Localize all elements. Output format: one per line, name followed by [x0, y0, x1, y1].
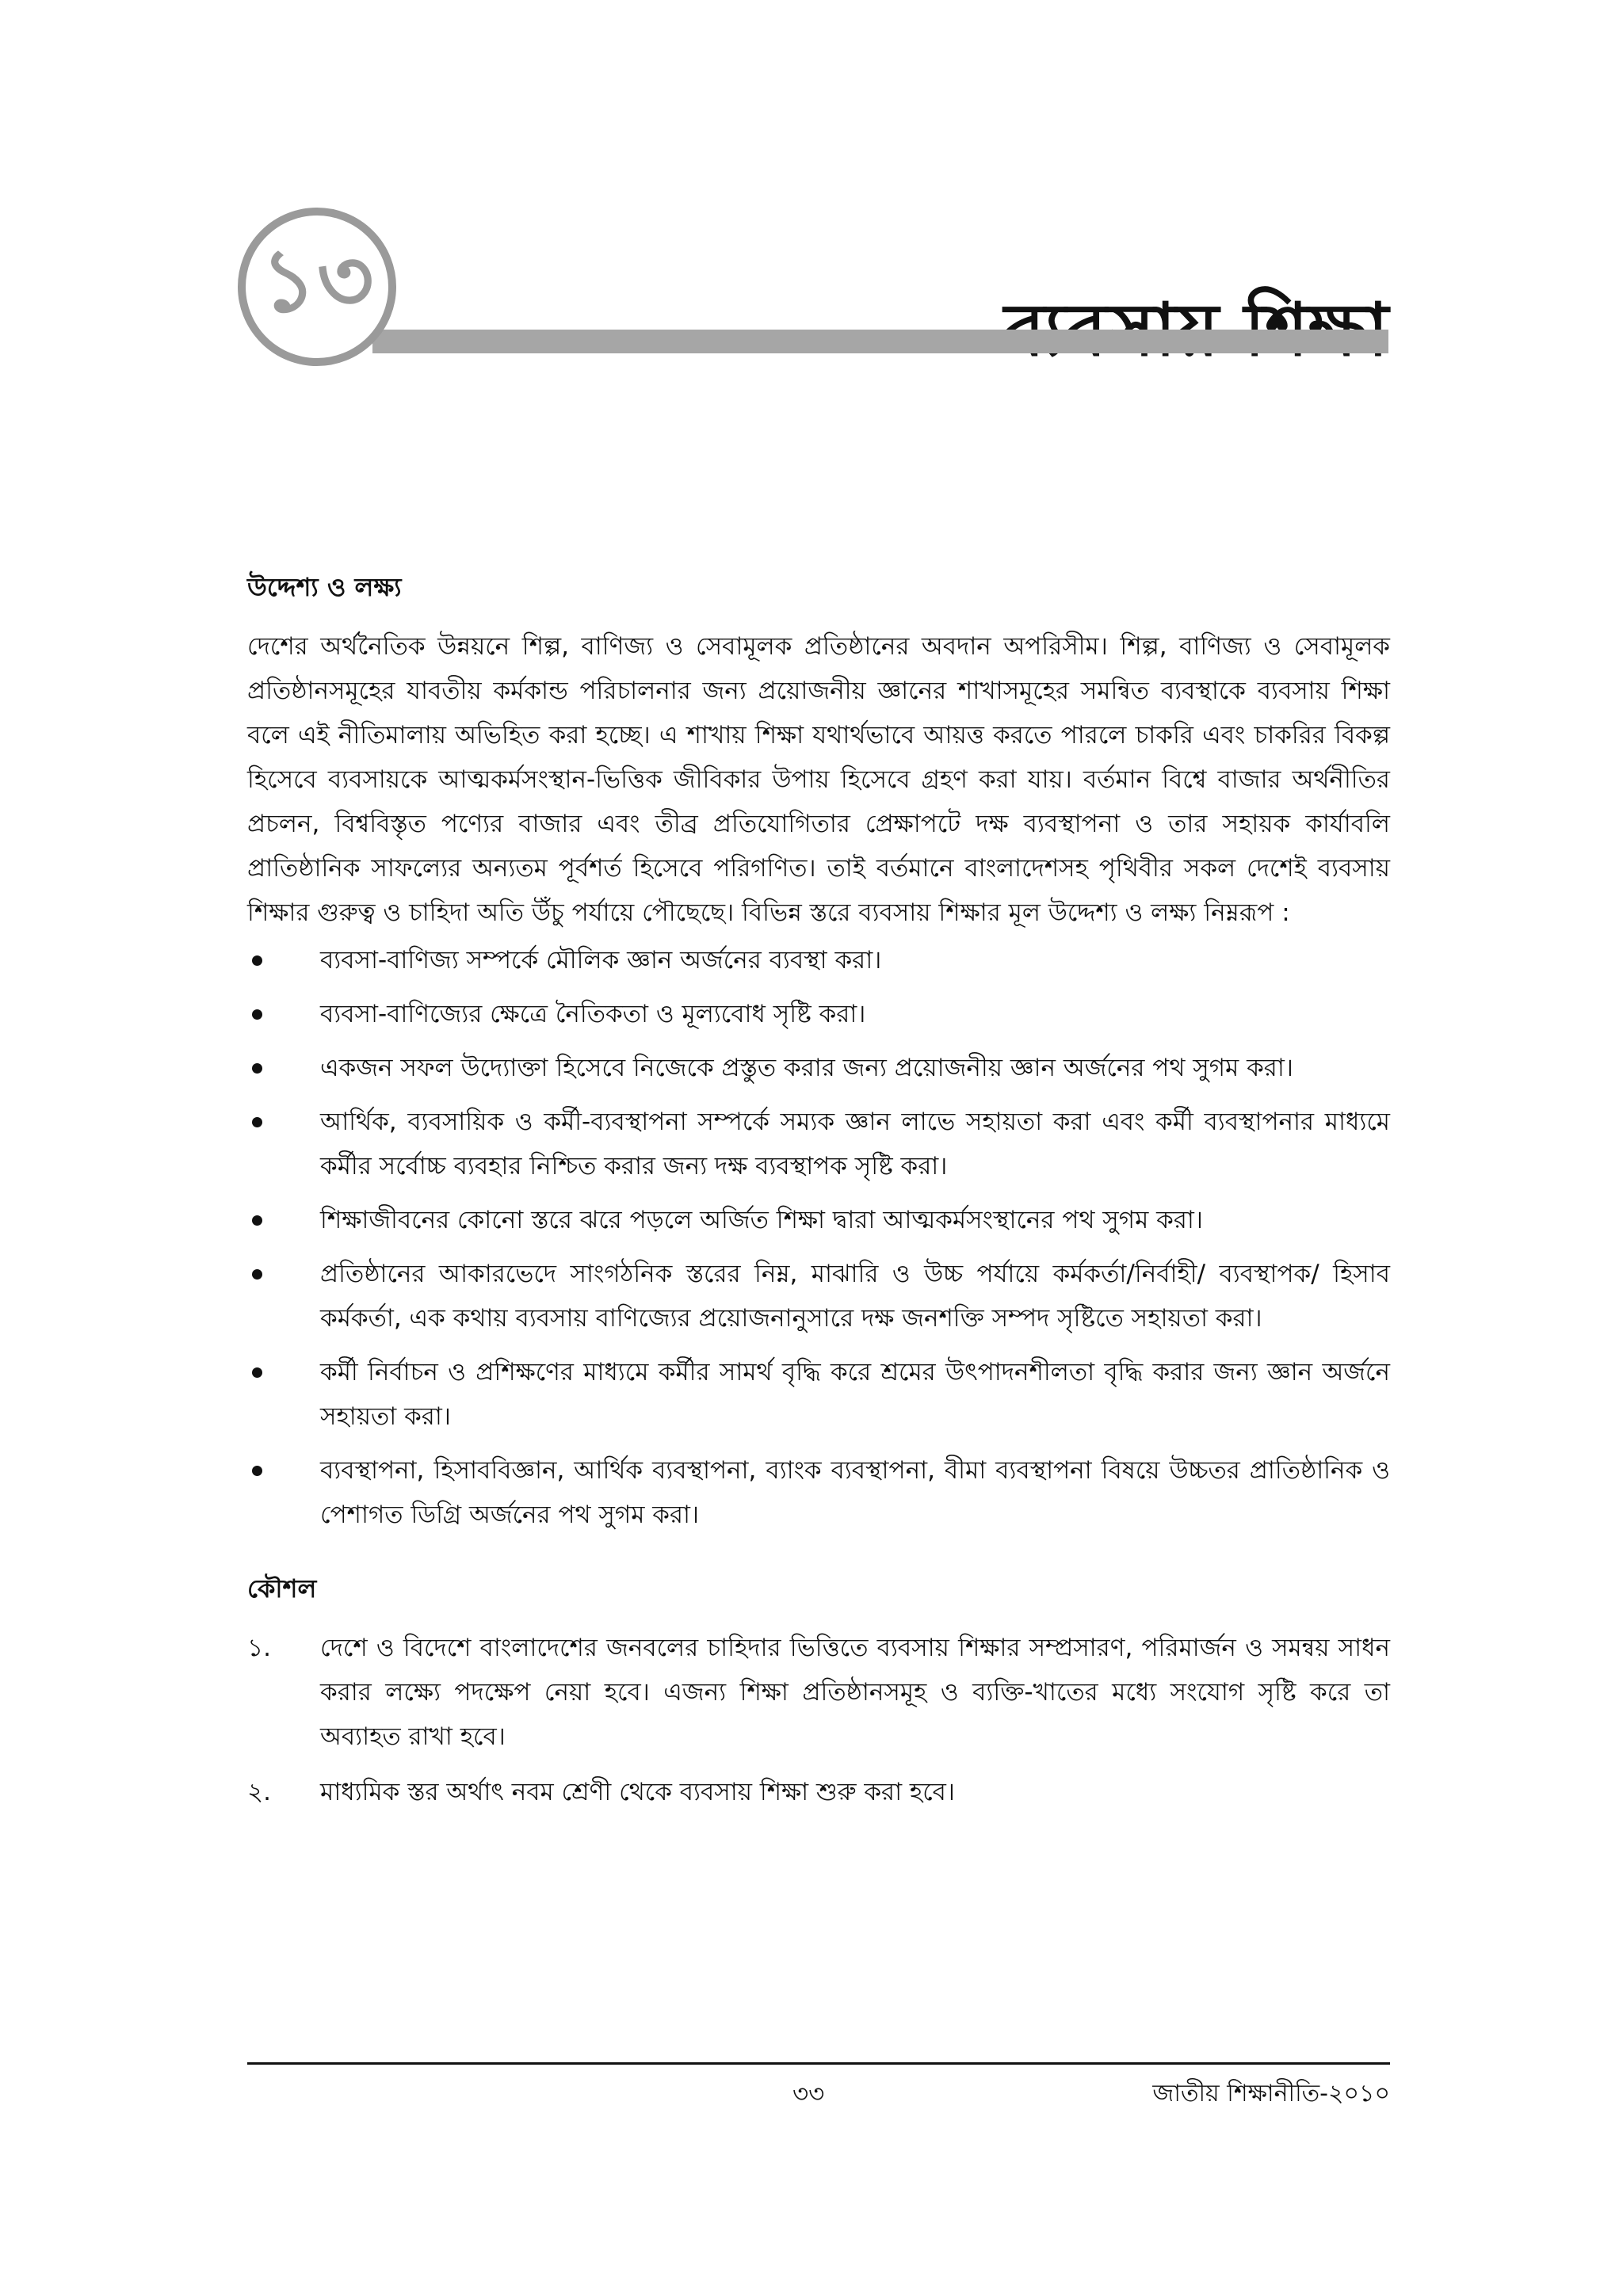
list-item-text: দেশে ও বিদেশে বাংলাদেশের জনবলের চাহিদার ভিত্তিতে ব্যবসায় শিক্ষার সম্প্রসারণ, পরিমার্জন ও সমন্বয় সাধন করার লক্ষ্যে পদক্ষেপ নেয়া হবে। এজন্য শিক্ষা প্রতিষ্ঠানসমূহ ও ব্যক্তি-খাতের মধ্যে সংযোগ সৃষ্টি করে তা অব্যাহত রাখা হবে।: [320, 1634, 1390, 1751]
list-item-number: ১.: [247, 1634, 271, 1662]
bullet-icon: [252, 1063, 262, 1074]
chapter-number-badge: ১৩: [238, 208, 396, 366]
list-item: [247, 1770, 1390, 1814]
strategies-list: [247, 1626, 1390, 1814]
list-item-text: কর্মী নির্বাচন ও প্রশিক্ষণের মাধ্যমে কর্মীর সামর্থ বৃদ্ধি করে শ্রমের উৎপাদনশীলতা বৃদ্ধি করার জন্য জ্ঞান অর্জনে সহায়তা করা।: [320, 1358, 1390, 1431]
list-item-text: আর্থিক, ব্যবসায়িক ও কর্মী-ব্যবস্থাপনা সম্পর্কে সম্যক জ্ঞান লাভে সহায়তা করা এবং কর্মী ব্যবস্থাপনার মাধ্যমে কর্মীর সর্বোচ্চ ব্যবহার নিশ্চিত করার জন্য দক্ষ ব্যবস্থাপক সৃষ্টি করা।: [320, 1108, 1390, 1180]
bullet-icon: [252, 955, 262, 966]
chapter-header-bar: [372, 330, 1388, 353]
bullet-icon: [252, 1215, 262, 1226]
bullet-icon: [252, 1466, 262, 1476]
footer-divider: [247, 2062, 1390, 2065]
list-item-number: ২.: [247, 1778, 272, 1806]
list-item-text: ব্যবসা-বাণিজ্য সম্পর্কে মৌলিক জ্ঞান অর্জনের ব্যবস্থা করা।: [320, 946, 882, 974]
list-item-text: ব্যবসা-বাণিজ্যের ক্ষেত্রে নৈতিকতা ও মূল্যবোধ সৃষ্টি করা।: [320, 1000, 866, 1028]
bullet-icon: [252, 1009, 262, 1020]
section-heading-strategies: কৌশল: [247, 1573, 317, 1604]
list-item: [247, 1252, 1390, 1341]
list-item: [247, 1448, 1390, 1537]
list-item-text: ব্যবস্থাপনা, হিসাববিজ্ঞান, আর্থিক ব্যবস্থাপনা, ব্যাংক ব্যবস্থাপনা, বীমা ব্যবস্থাপনা বিষয়ে উচ্চতর প্রাতিষ্ঠানিক ও পেশাগত ডিগ্রি অর্জনের পথ সুগম করা।: [320, 1456, 1390, 1529]
list-item: [247, 1100, 1390, 1188]
footer-document-title: জাতীয় শিক্ষানীতি-২০১০: [1152, 2080, 1390, 2107]
bullet-icon: [252, 1117, 262, 1127]
bullet-icon: [252, 1367, 262, 1378]
objectives-list: [247, 938, 1390, 1537]
list-item-text: মাধ্যমিক স্তর অর্থাৎ নবম শ্রেণী থেকে ব্যবসায় শিক্ষা শুরু করা হবে।: [320, 1778, 956, 1806]
section-heading-objectives: উদ্দেশ্য ও লক্ষ্য: [247, 572, 402, 602]
list-item: [247, 1350, 1390, 1439]
list-item: [247, 1198, 1390, 1242]
page-number: ৩৩: [792, 2080, 825, 2108]
page-content: [247, 567, 1390, 1825]
list-item-text: শিক্ষাজীবনের কোনো স্তরে ঝরে পড়লে অর্জিত শিক্ষা দ্বারা আত্মকর্মসংস্থানের পথ সুগম করা।: [320, 1206, 1203, 1234]
list-item: [247, 1046, 1390, 1090]
list-item: [247, 1626, 1390, 1759]
bullet-icon: [252, 1269, 262, 1280]
list-item-text: প্রতিষ্ঠানের আকারভেদে সাংগঠনিক স্তরের নিম্ন, মাঝারি ও উচ্চ পর্যায়ে কর্মকর্তা/নির্বাহী/ ব্যবস্থাপক/ হিসাব কর্মকর্তা, এক কথায় ব্যবসায় বাণিজ্যের প্রয়োজনানুসারে দক্ষ জনশক্তি সম্পদ সৃষ্টিতে সহায়তা করা।: [320, 1260, 1390, 1333]
objectives-intro-paragraph: দেশের অর্থনৈতিক উন্নয়নে শিল্প, বাণিজ্য ও সেবামূলক প্রতিষ্ঠানের অবদান অপরিসীম। শিল্প, বাণিজ্য ও সেবামূলক প্রতিষ্ঠানসমূহের যাবতীয় কর্মকান্ড পরিচালনার জন্য প্রয়োজনীয় জ্ঞানের শাখাসমূহের সমন্বিত ব্যবস্থাকে ব্যবসায় শিক্ষা বলে এই নীতিমালায় অভিহিত করা হচ্ছে। এ শাখায় শিক্ষা যথার্থভাবে আয়ত্ত করতে পারলে চাকরি এবং চাকরির বিকল্প হিসেবে ব্যবসায়কে আত্মকর্মসংস্থান-ভিত্তিক জীবিকার উপায় হিসেবে গ্রহণ করা যায়। বর্তমান বিশ্বে বাজার অর্থনীতির প্রচলন, বিশ্ববিস্তৃত পণ্যের বাজার এবং তীব্র প্রতিযোগিতার প্রেক্ষাপটে দক্ষ ব্যবস্থাপনা ও তার সহায়ক কার্যাবলি প্রাতিষ্ঠানিক সাফল্যের অন্যতম পূর্বশর্ত হিসেবে পরিগণিত। তাই বর্তমানে বাংলাদেশসহ পৃথিবীর সকল দেশেই ব্যবসায় শিক্ষার গুরুত্ব ও চাহিদা অতি উঁচু পর্যায়ে পৌছেছে। বিভিন্ন স্তরে ব্যবসায় শিক্ষার মূল উদ্দেশ্য ও লক্ষ্য নিম্নরূপ :: [247, 632, 1390, 927]
list-item: [247, 938, 1390, 982]
list-item: [247, 992, 1390, 1036]
list-item-text: একজন সফল উদ্যোক্তা হিসেবে নিজেকে প্রস্তুত করার জন্য প্রয়োজনীয় জ্ঞান অর্জনের পথ সুগম করা।: [320, 1054, 1293, 1082]
